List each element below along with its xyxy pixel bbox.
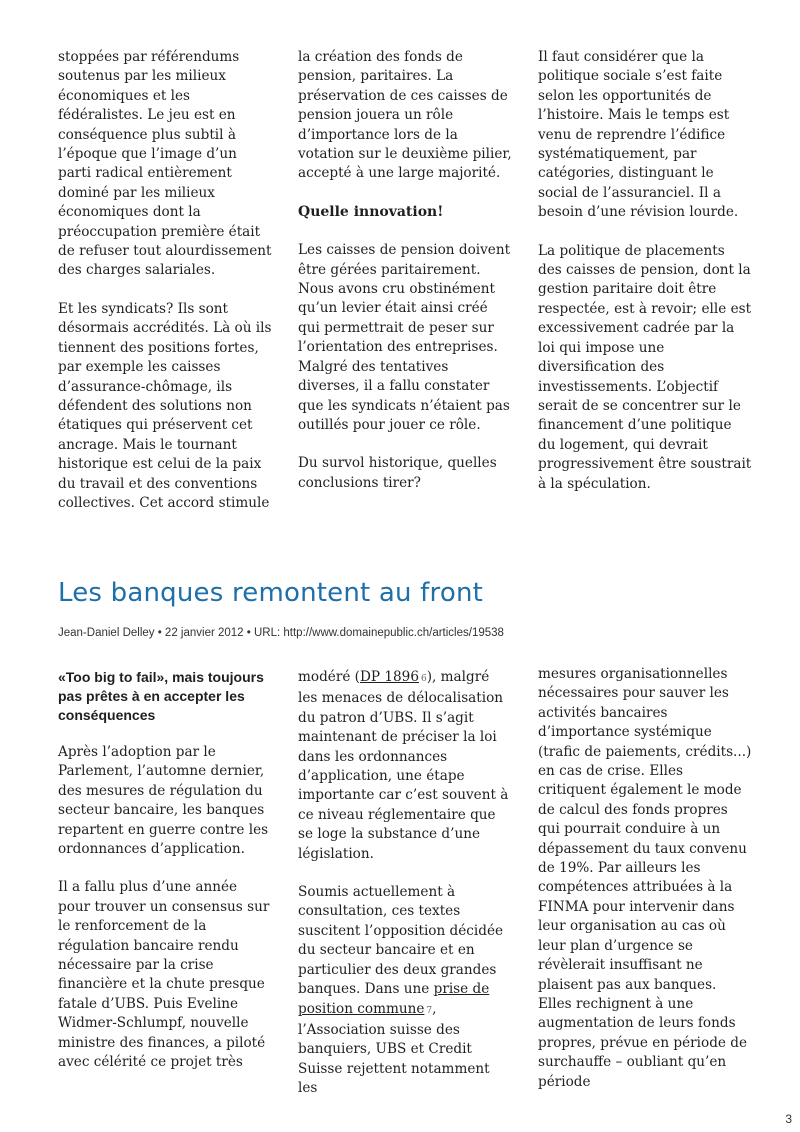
text-run: modéré ( [298, 669, 360, 685]
paragraph: Après l’adoption par le Parlement, l’automne dernier, des mesures de régulation du secteur bancaire, les banques repartent en guerre contre les ordonnances d’application. [58, 744, 269, 858]
text-run: Soumis actuellement à consultation, ces textes suscitent l’opposition décidée du secteur bancaire et en particulier des deux grandes banques. Dans une [298, 884, 504, 998]
article-column-3 [538, 665, 752, 1111]
paragraph: stoppées par référendums soutenus par les milieux économiques et les fédéralistes. Le jeu est en conséquence plus subtil à l’époque que l’image d’un parti radical entièrement dominé par les milieux économiques dont la préoccupation première était de refuser tout alourdissement des charges salariales. [58, 49, 272, 279]
article-column-1 [58, 668, 272, 1092]
top-column-3 [538, 48, 752, 513]
paragraph: la création des fonds de pension, paritaires. La préservation de ces caisses de pension jouera un rôle d’importance lors de la votation sur le deuxième pilier, accepté à une large majorité. [298, 49, 512, 182]
paragraph: mesures organisationnelles nécessaires pour sauver les activités bancaires d’importance systémique (trafic de paiements, crédits...) en cas de crise. Elles critiquent également le mode de calcul des fonds propres qui pourrait conduire à un dépassement du taux convenu de 19%. Par ailleurs les compétences attribuées à la FINMA pour intervenir dans leur organisation au cas où leur plan d’urgence se révèlerait insuffisant ne plaisent pas aux banques. Elles rechignent à une augmentation de leurs fonds propres, prévue en période de surchauffe – oubliant qu’en période [538, 666, 752, 1090]
top-column-1 [58, 48, 272, 532]
text-run: ), malgré les menaces de délocalisation du patron d’UBS. Il s’agit maintenant de préciser la loi dans les ordonnances d’application, une étape importante car c’est souvent à ce niveau réglementaire que se loge la substance d’une législation. [298, 669, 509, 862]
paragraph: Et les syndicats? Ils sont désormais accrédités. Là où ils tiennent des positions fortes, par exemple les caisses d’assurance-chômage, ils défendent des solutions non étatiques qui préservent cet ancrage. Mais le tournant historique est celui de la paix du travail et des conventions collectives. Cet accord stimule [58, 300, 272, 511]
paragraph [298, 883, 512, 1098]
dp-1896-link[interactable]: DP 1896 [360, 669, 419, 685]
page-number: 3 [785, 1112, 792, 1126]
paragraph: La politique de placements des caisses de pension, dont la gestion paritaire doit être respectée, est à revoir; elle est excessivement cadrée par la loi qui impose une diversification des investissements. L’objectif serait de se concentrer sur le financement d’une politique du logement, qui devrait progressivement être soustrait à la spéculation. [538, 242, 752, 492]
link-marker: 7 [426, 1005, 433, 1016]
paragraph [298, 668, 512, 864]
paragraph: Du survol historique, quelles conclusions tirer? [298, 455, 497, 491]
article-lead: «Too big to fail», mais toujours pas prêtes à en accepter les conséquences [58, 669, 264, 723]
article-column-2 [298, 668, 512, 1118]
paragraph: Les caisses de pension doivent être gérées paritairement. Nous avons cru obstinément qu’un levier était ainsi créé qui permettrait de peser sur l’orientation des entreprises. Malgré des tentatives diverses, il a fallu constater que les syndicats n’étaient pas outillés pour jouer ce rôle. [298, 242, 511, 433]
paragraph: Il faut considérer que la politique sociale s’est faite selon les opportunités de l’histoire. Mais le temps est venu de reprendre l’édifice systématiquement, par catégories, distinguant le social de l’assuranciel. Il a besoin d’une révision lourde. [538, 49, 739, 221]
link-marker: 6 [420, 674, 427, 684]
article-title: Les banques remontent au front [58, 578, 484, 608]
section-subheading: Quelle innovation! [298, 203, 444, 220]
text-run: , l’Association suisse des banquiers, UBS et Credit Suisse rejettent notamment les [298, 1000, 490, 1097]
article-byline: Jean-Daniel Delley • 22 janvier 2012 • URL: http://www.domainepublic.ch/articles/19538 [58, 627, 504, 639]
top-column-2 [298, 48, 512, 512]
paragraph: Il a fallu plus d’une année pour trouver un consensus sur le renforcement de la régulation bancaire rendu nécessaire par la crise financière et la chute presque fatale d’UBS. Puis Eveline Widmer-Schlumpf, nouvelle ministre des finances, a piloté avec célérité ce projet très [58, 879, 270, 1071]
prise-de-position-link[interactable]: prise de position commune [298, 981, 490, 1017]
